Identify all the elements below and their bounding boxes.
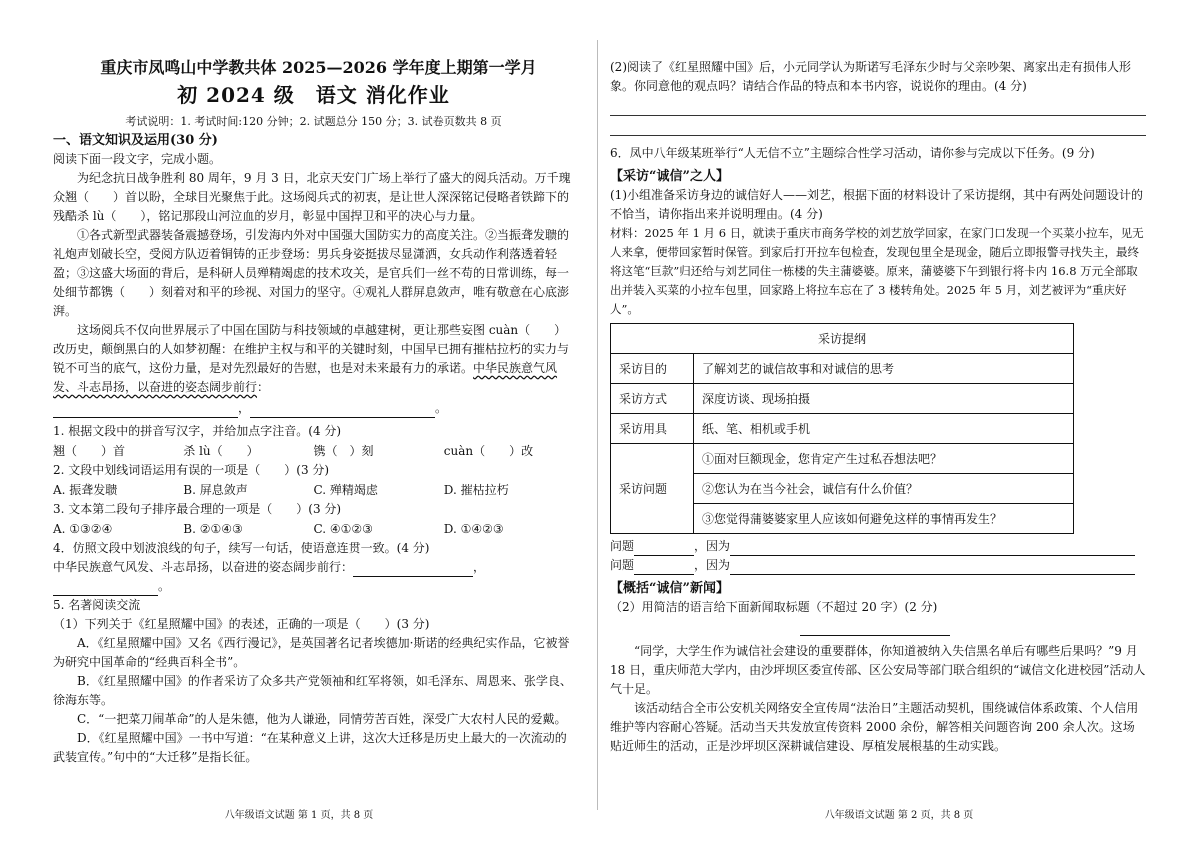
answer-row-1: 问题 ，因为	[610, 537, 1146, 556]
q4-blank-2[interactable]	[53, 581, 158, 596]
answer-line[interactable]	[610, 116, 1146, 136]
question-2: 2. 文段中划线词语运用有误的一项是（ ）(3 分)	[53, 463, 330, 477]
page-footer: 八年级语文试题 第 2 页，共 8 页	[824, 810, 974, 821]
interview-outline-table	[610, 323, 1074, 534]
answer-row-2: 问题 ，因为	[610, 556, 1146, 575]
passage-para2: ①各式新型武器装备震撼登场，引发海内外对中国强大国防实力的高度关注。②当振聋发聩的礼炮声划破长空，受阅方队迈着铜铸的正步登场：男兵身姿挺拔尽显潇洒，女兵动作利落透着轻盈；③这盛大场面的背后，是科研人员殚精竭虑的技术攻关，是官兵们一丝不苟的日常训练，每一处细节都镌（ ）刻着对和平的珍视、对国力的坚守。④观礼人群屏息敛声，唯有敬意在心底澎湃。	[53, 228, 570, 318]
question-5: 5. 名著阅读交流	[53, 598, 141, 612]
headline-answer-line[interactable]	[800, 623, 950, 636]
answer-line[interactable]	[610, 96, 1146, 116]
news-para1: “同学，大学生作为诚信社会建设的重要群体，你知道被纳入失信黑名单后有哪些后果吗？”9 月 18 日，重庆师范大学内，由沙坪坝区委宣传部、区公安局等部门联合组织的“诚信文化进校园”活动人气十足。	[610, 644, 1146, 696]
question-1: 1. 根据文段中的拼音写汉字，并给加点字注音。(4 分)	[53, 424, 342, 438]
question-6: 6．凤中八年级某班举行“人无信不立”主题综合性学习活动，请你参与完成以下任务。(9 分)	[610, 146, 1095, 160]
question-3-options	[53, 519, 574, 539]
q3-option-b[interactable]: B. ②①④③	[183, 522, 243, 536]
q1-item[interactable]: 杀 lù（ ）	[183, 444, 259, 458]
q1-item[interactable]: cuàn（ ）改	[443, 444, 534, 458]
table-row: ②您认为在当今社会，诚信有什么价值？	[611, 474, 1074, 504]
continuation-blank-1[interactable]	[53, 403, 238, 418]
exam-title-line1: 重庆市凤鸣山中学教共体 2025—2026 学年度上期第一学月	[100, 58, 537, 77]
task-heading-interview: 【采访“诚信”之人】	[610, 169, 729, 184]
q3-option-c[interactable]: C. ④①②③	[313, 522, 373, 536]
q5-option-c[interactable]: C．“一把菜刀闹革命”的人是朱德，他为人谦逊，同情劳苦百姓，深受广大农村人民的爱戴。	[77, 712, 567, 726]
question-5-1: （1）下列关于《红星照耀中国》的表述，正确的一项是（ ）(3 分)	[53, 617, 430, 631]
q5-option-b[interactable]: B．《红星照耀中国》的作者采访了众多共产党领袖和红军将领，如毛泽东、周恩来、张学良、徐海东等。	[53, 674, 572, 707]
question-1-items	[53, 441, 574, 461]
news-para2: 该活动结合全市公安机关网络安全宣传周“法治日”主题活动契机，围绕诚信体系政策、个人信用维护等内容耐心答疑。活动当天共发放宣传资料 2000 余份，解答相关问题咨询 200 余人次。这场贴近师生的活动，正是沙坪坝区深耕诚信建设、厚植发展根基的生动实践。	[610, 701, 1139, 753]
table-row: ③您觉得蒲婆婆家里人应该如何避免这样的事情再发生？	[611, 504, 1074, 534]
q2-option-c[interactable]: C. 殚精竭虑	[313, 483, 378, 497]
question-2-options	[53, 480, 574, 500]
table-row: 采访问题 ①面对巨额现金，您肯定产生过私吞想法吧？	[611, 444, 1074, 474]
wavy-sentence: 中华民族意气风发、斗志昂扬，以奋进的姿态阔步前行	[53, 361, 558, 394]
exam-info: 考试说明：1. 考试时间:120 分钟；2. 试题总分 150 分；3. 试卷页数共 8 页	[125, 115, 502, 128]
exam-page-2	[598, 0, 1200, 847]
q5-option-d[interactable]: D．《红星照耀中国》一书中写道：“在某种意义上讲，这次大迁移是历史上最大的一次流动的武装宣传。”句中的“大迁移”是指长征。	[53, 731, 567, 764]
reading-intro: 阅读下面一段文字，完成小题。	[53, 152, 222, 166]
question-5-2: (2)阅读了《红星照耀中国》后，小元同学认为斯诺写毛泽东少时与父亲吵架、离家出走有损伟人形象。你同意他的观点吗？请结合作品的特点和本书内容，说说你的理由。(4 分)	[610, 60, 1132, 93]
answer-reason-blank[interactable]	[730, 541, 1135, 556]
question-3: 3. 文本第二段句子排序最合理的一项是（ ）(3 分)	[53, 502, 342, 516]
answer-reason-blank[interactable]	[730, 560, 1135, 575]
exam-title-line2: 初 2024 级 语文 消化作业	[177, 83, 450, 107]
task-heading-news: 【概括“诚信”新闻】	[610, 581, 729, 596]
table-row: 采访方式 深度访谈、现场拍摄	[611, 384, 1074, 414]
question-4: 4．仿照文段中划波浪线的句子，续写一句话，使语意连贯一致。(4 分)	[53, 541, 430, 555]
q2-option-d[interactable]: D. 摧枯拉朽	[443, 483, 509, 497]
table-title: 采访提纲	[611, 324, 1074, 354]
answer-question-blank[interactable]	[634, 560, 694, 575]
question-6-2: （2）用简洁的语言给下面新闻取标题（不超过 20 字）(2 分)	[610, 600, 938, 614]
q4-blank-1[interactable]	[353, 562, 473, 577]
passage-blanks: ， 。	[53, 399, 574, 418]
question-4-stem: 中华民族意气风发、斗志昂扬，以奋进的姿态阔步前行： ，。	[53, 558, 574, 596]
question-6-1: (1)小组准备采访身边的诚信好人——刘艺，根据下面的材料设计了采访提纲，其中有两处问题设计的不恰当，请你指出来并说明理由。(4 分)	[610, 188, 1144, 221]
passage-para1: 为纪念抗日战争胜利 80 周年，9 月 3 日，北京天安门广场上举行了盛大的阅兵活动。万千瑰众翘（ ）首以盼，全球目光聚焦于此。这场阅兵式的初衷，是让世人深深铭记侵略者铁蹄下的残酷杀 lù（ ），铭记那段山河泣血的岁月，彰显中国捍卫和平的决心与力量。	[53, 171, 571, 223]
q5-option-a[interactable]: A．《红星照耀中国》又名《西行漫记》，是英国著名记者埃德加·斯诺的经典纪实作品，它被誉为研究中国革命的“经典百科全书”。	[53, 636, 570, 669]
q1-item[interactable]: 镌（ ）刻	[313, 444, 374, 458]
answer-question-blank[interactable]	[634, 541, 694, 556]
q1-item[interactable]: 翘（ ）首	[53, 444, 126, 458]
material-text: 材料：2025 年 1 月 6 日，就读于重庆市商务学校的刘艺放学回家，在家门口发现一个买菜小拉车，见无人来拿，便带回家暂时保管。到家后打开拉车包检查，发现包里全是现金，随后立即报警寻找失主，最终将这笔“巨款”归还给与刘艺同住一栋楼的失主蒲婆婆。原来，蒲婆婆下午到银行将卡内 16.8 万元全部取出并装入买菜的小拉车包里，回家路上将拉车忘在了 3 楼转角处。2025 年 5 月，刘艺被评为“重庆好人”。	[610, 226, 1144, 316]
continuation-blank-2[interactable]	[250, 403, 435, 418]
table-row: 采访用具 纸、笔、相机或手机	[611, 414, 1074, 444]
section1-title: 一、语文知识及运用(30 分)	[53, 133, 218, 148]
table-row: 采访目的 了解刘艺的诚信故事和对诚信的思考	[611, 354, 1074, 384]
exam-page-1	[0, 0, 598, 847]
q3-option-a[interactable]: A. ①③②④	[53, 522, 113, 536]
q3-option-d[interactable]: D. ①④②③	[443, 522, 504, 536]
q2-option-a[interactable]: A. 振聋发聩	[53, 483, 118, 497]
page-footer: 八年级语文试题 第 1 页，共 8 页	[224, 810, 374, 821]
passage-para3: 这场阅兵不仅向世界展示了中国在国防与科技领域的卓越建树，更让那些妄图 cuàn（ ）改历史，颠倒黑白的人如梦初醒：在维护主权与和平的关键时刻，中国早已拥有摧枯拉朽的实力与锐不可当的底气，这份力量，是对先烈最好的告慰，也是对未来最有力的承诺。中华民族意气风发、斗志昂扬，以奋进的姿态阔步前行：	[53, 323, 570, 394]
q2-option-b[interactable]: B. 屏息敛声	[183, 483, 248, 497]
